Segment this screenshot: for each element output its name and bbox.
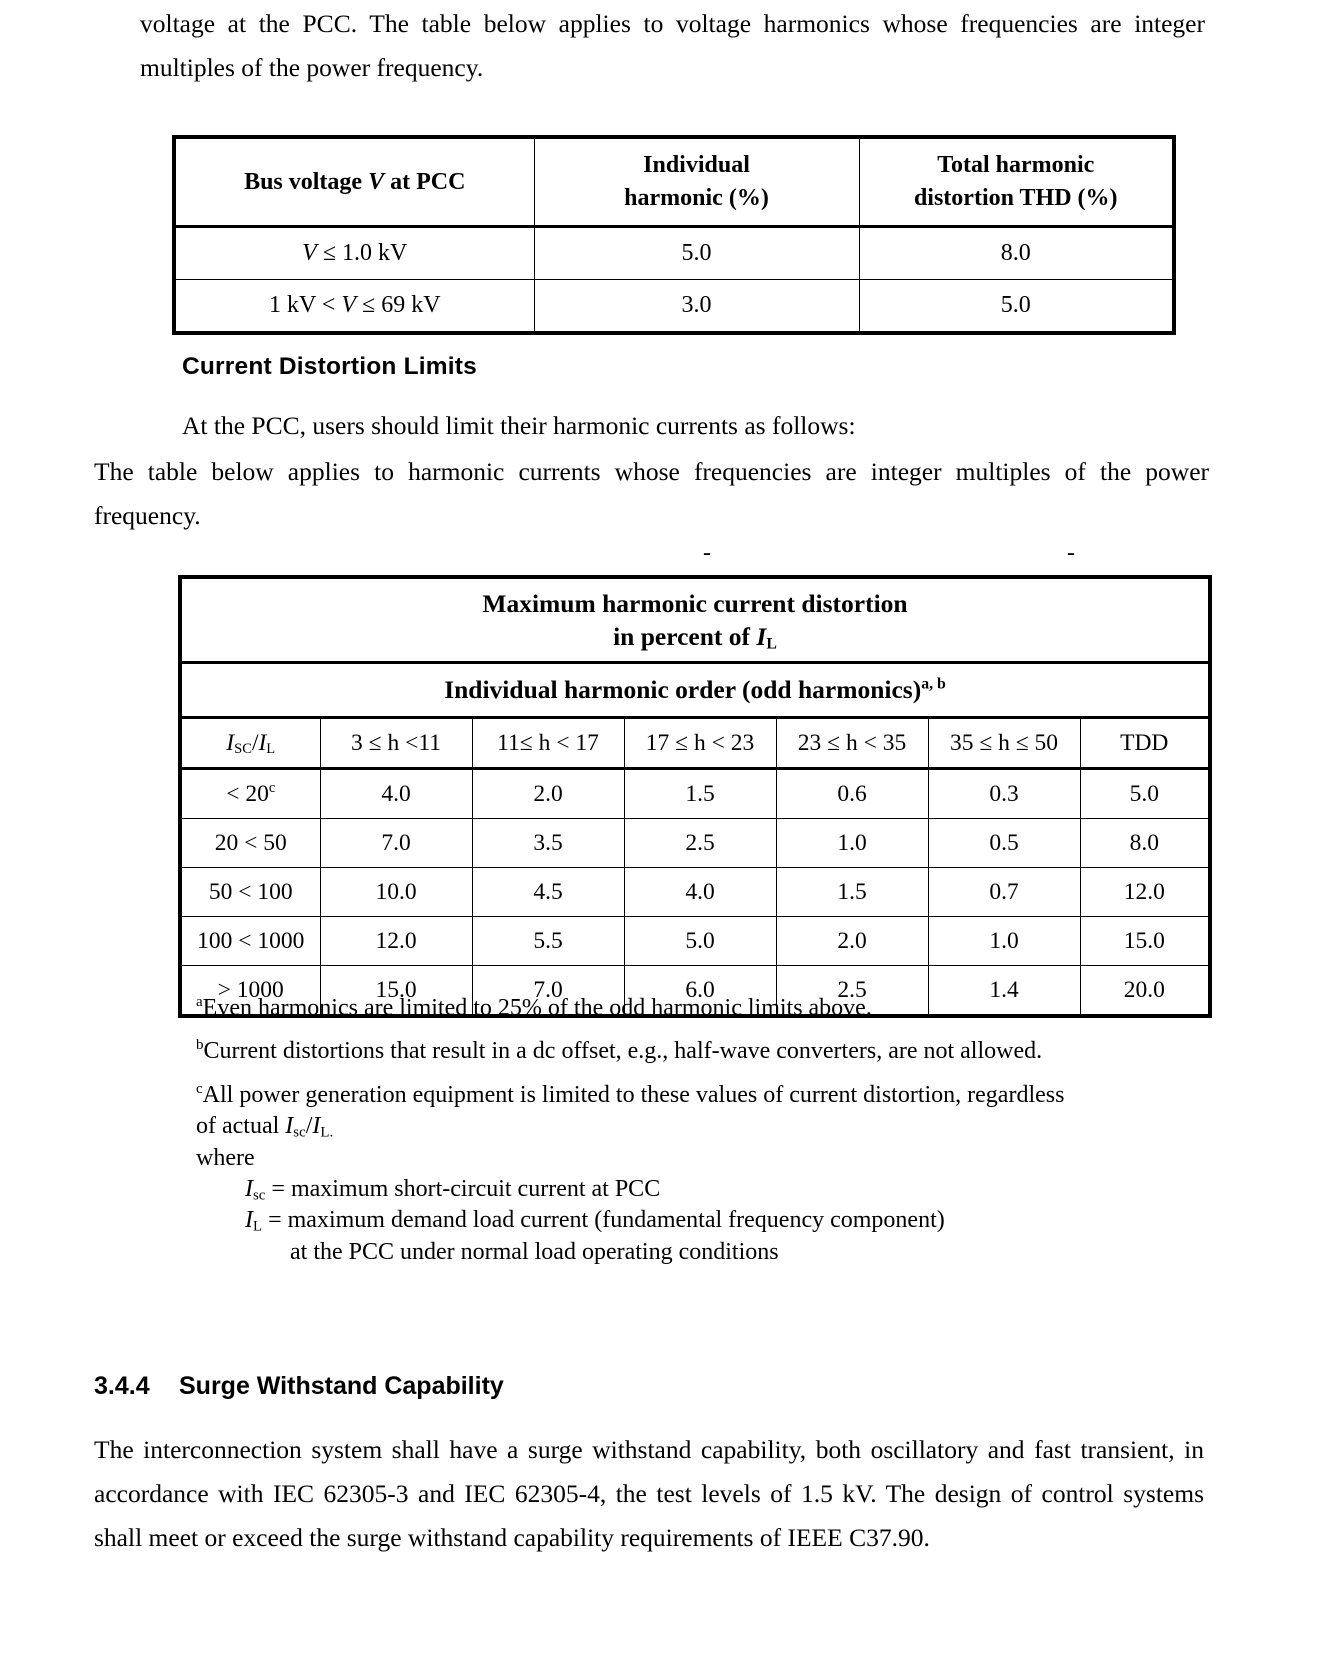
current-distortion-limits-table [178,575,1212,1018]
table-subtitle-row [180,663,1210,718]
cell-h23-35: 1.0 [776,819,928,868]
cell-h35-50: 1.0 [928,917,1080,966]
footnote-b [196,1036,1236,1067]
isc-subscript: SC [234,740,252,757]
footnote-c-isc-symbol: I [285,1113,294,1139]
column-header-bus-voltage [174,137,534,227]
bus-voltage-label-post: at PCC [384,168,466,195]
ratio-footnote-marker: c [268,779,276,796]
cell-h23-35: 2.5 [776,966,928,1017]
section-paragraph: The interconnection system shall have a surge withstand capability, both oscillatory and fast transient, in accordance with IEC 62305-3 and IEC 62305-4, the test levels of 1.5 kV. The design of control systems shall meet or exceed the surge withstand capability requirements of IEEE C37.90. [94,1435,1204,1552]
definition-il-symbol: I [245,1207,253,1233]
cell-individual-harmonic: 5.0 [534,227,859,280]
cell-h11-17: 7.0 [472,966,624,1017]
footnote-c [196,1080,1231,1111]
table-header-row [180,718,1210,769]
cell-h17-23: 5.0 [624,917,776,966]
bus-voltage-label-pre: Bus voltage [244,168,369,195]
cell-tdd: 8.0 [1080,819,1210,868]
table-row [180,868,1210,917]
table-title-row [180,577,1210,663]
definition-isc-text: = maximum short-circuit current at PCC [265,1176,661,1202]
bus-voltage-variable: V [368,168,385,195]
section-heading-3-4-4 [94,1372,504,1401]
stray-dash-mark-right: - [1067,540,1075,566]
isc-symbol: I [226,729,235,756]
table-subtitle-footnote-markers: a, b [921,675,946,693]
definition-isc-symbol: I [245,1176,253,1202]
table-title-line2 [185,620,1205,653]
table-row [180,769,1210,819]
cell-h35-50: 0.7 [928,868,1080,917]
column-header-h35-50: 35 ≤ h ≤ 50 [928,718,1080,769]
row0-var: V [302,240,317,266]
cell-bus-voltage [174,280,534,334]
current-distortion-intro: At the PCC, users should limit their harmonic currents as follows: [182,411,856,440]
table-title-line1: Maximum harmonic current distortion [482,589,908,618]
section-title: Surge Withstand Capability [179,1372,504,1400]
cell-h35-50: 0.3 [928,769,1080,819]
cell-h3-11: 4.0 [320,769,472,819]
footnote-a-marker: a [196,994,203,1010]
cell-thd: 5.0 [859,280,1174,334]
cell-h3-11: 15.0 [320,966,472,1017]
table-row [174,280,1174,334]
table-row [180,819,1210,868]
definition-isc [245,1174,660,1205]
cell-isc-il-ratio: 50 < 100 [180,868,320,917]
cell-bus-voltage [174,227,534,280]
cell-h17-23: 6.0 [624,966,776,1017]
definition-isc-subscript: sc [253,1187,266,1204]
row1-var: V [341,292,357,318]
ratio-text: < 20 [226,780,269,807]
table-subtitle-cell [180,663,1210,718]
footnote-c-isc-subscript: sc [293,1124,306,1141]
cell-h23-35: 2.0 [776,917,928,966]
individual-harmonic-line2: harmonic (%) [624,185,769,211]
cell-h11-17: 5.5 [472,917,624,966]
cell-tdd: 12.0 [1080,868,1210,917]
cell-h17-23: 2.5 [624,819,776,868]
footnote-a-text: Even harmonics are limited to 25% of the odd harmonic limits above. [202,995,872,1021]
cell-h3-11: 12.0 [320,917,472,966]
table-title-IL-subscript: L [766,635,777,653]
footnote-c-il-subscript: L. [320,1124,334,1141]
cell-h3-11: 10.0 [320,868,472,917]
column-header-thd [859,137,1174,227]
column-header-isc-il: $I_{SC}/I_L$ [180,718,320,769]
table-title-line2-pre: in percent of [613,622,757,651]
column-header-h23-35: 23 ≤ h < 35 [776,718,928,769]
definition-il-subscript: L [253,1218,263,1235]
column-header-h3-11: 3 ≤ h <11 [320,718,472,769]
footnote-c-marker: c [196,1081,203,1097]
cell-h11-17: 3.5 [472,819,624,868]
cell-h35-50: 1.4 [928,966,1080,1017]
cell-isc-il-ratio: > 1000 [180,966,320,1017]
cell-h23-35: 1.5 [776,868,928,917]
cell-tdd: 15.0 [1080,917,1210,966]
column-header-h11-17: 11≤ h < 17 [472,718,624,769]
cell-h35-50: 0.5 [928,819,1080,868]
footnote-c-il-symbol: I [312,1113,321,1139]
thd-line1: Total harmonic [937,152,1095,178]
column-header-tdd: TDD [1080,718,1210,769]
cell-h17-23: 4.0 [624,868,776,917]
cell-h11-17: 2.0 [472,769,624,819]
row0-post: ≤ 1.0 kV [316,240,408,266]
cell-h17-23: 1.5 [624,769,776,819]
footnote-c-line2: of actual $I_{sc}/I_{L.}$ [196,1113,334,1141]
cell-h23-35: 0.6 [776,769,928,819]
column-header-h17-23: 17 ≤ h < 23 [624,718,776,769]
cell-isc-il-ratio [180,769,320,819]
top-paragraph: voltage at the PCC. The table below applies to voltage harmonics whose frequencies are integer multiples of the power frequency. [140,9,1205,82]
il-subscript: L [266,740,276,757]
table-row [174,227,1174,280]
cell-h3-11: 7.0 [320,819,472,868]
definition-il-text: = maximum demand load current (fundamental frequency component) [262,1207,945,1233]
footnote-c-line2-pre: of actual [196,1113,286,1139]
cell-individual-harmonic: 3.0 [534,280,859,334]
footnote-a [196,993,1226,1024]
cell-h11-17: 4.5 [472,868,624,917]
row1-pre: 1 kV < [268,292,342,318]
where-label: where [196,1145,255,1171]
il-symbol: I [258,729,267,756]
cell-thd: 8.0 [859,227,1174,280]
definition-il [245,1205,945,1236]
current-distortion-limits-heading: Current Distortion Limits [182,353,477,380]
table-subtitle-text: Individual harmonic order (odd harmonics) [444,675,922,704]
column-header-individual-harmonic [534,137,859,227]
row1-post: ≤ 69 kV [356,292,441,318]
table-title-IL-symbol: I [756,622,767,651]
definition-continuation: at the PCC under normal load operating conditions [290,1239,779,1265]
cell-tdd: 5.0 [1080,769,1210,819]
thd-line2: distortion THD (%) [913,185,1118,211]
footnote-b-text: Current distortions that result in a dc offset, e.g., half-wave converters, are not allowed. [203,1038,1043,1064]
stray-dash-mark-left: - [703,540,711,566]
voltage-distortion-limits-table [172,135,1176,335]
individual-harmonic-line1: Individual [643,152,750,178]
current-distortion-body: The table below applies to harmonic currents whose frequencies are integer multiples of the power frequency. [94,457,1209,530]
cell-tdd: 20.0 [1080,966,1210,1017]
current-table-wrapper [178,575,1212,1018]
footnote-c-text-line1: All power generation equipment is limited to these values of current distortion, regardless [202,1082,1065,1108]
cell-isc-il-ratio: 100 < 1000 [180,917,320,966]
section-number: 3.4.4 [94,1372,150,1400]
table-row [180,917,1210,966]
table-header-row [174,137,1174,227]
footnote-b-marker: b [196,1037,204,1053]
table-title-cell [180,577,1210,663]
cell-isc-il-ratio: 20 < 50 [180,819,320,868]
